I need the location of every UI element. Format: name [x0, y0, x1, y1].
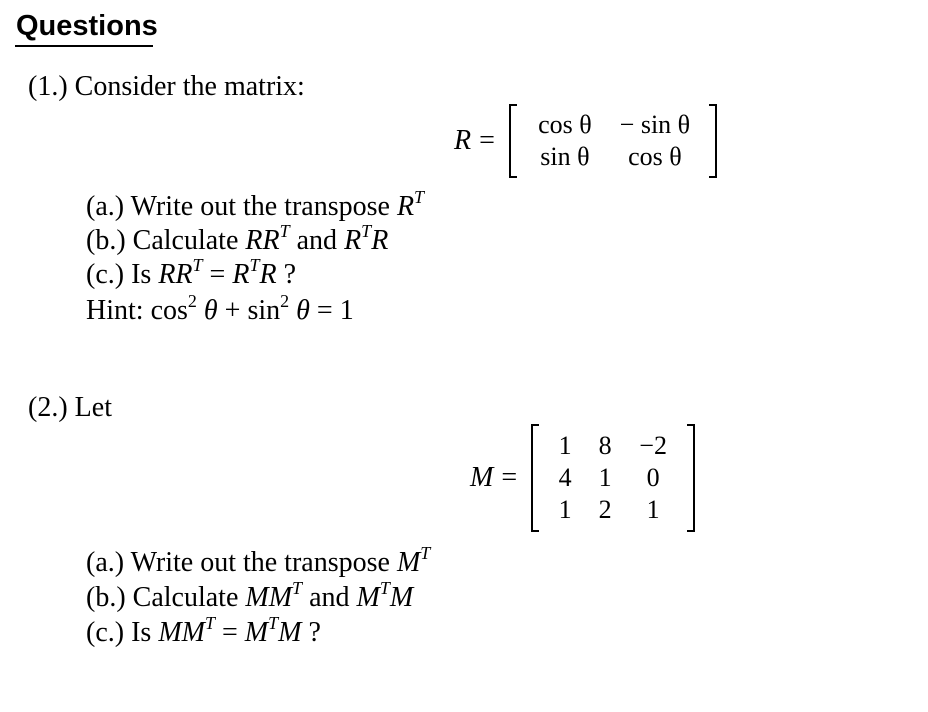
q1-hint-sin: sin — [247, 295, 281, 326]
matrix-m-cell-2-1: 4 — [558, 463, 572, 492]
q2-part-b-text: Calculate — [132, 582, 239, 613]
q1-part-c-rhs-sup: T — [249, 255, 260, 275]
q2-part-c-lhs: MM — [158, 617, 205, 648]
question-1-intro — [28, 70, 305, 104]
q1-part-c-lhs-sup: T — [192, 255, 203, 275]
q1-part-b — [86, 221, 389, 258]
matrix-r-equals: = — [479, 125, 495, 156]
q1-part-c-label: (c.) — [86, 259, 125, 290]
q2-part-c — [86, 613, 321, 650]
q2-part-c-q: ? — [308, 617, 321, 648]
q2-part-b — [86, 578, 414, 615]
q1-part-b-rhs-tail: R — [371, 225, 389, 256]
q2-part-b-lhs: MM — [245, 582, 293, 613]
matrix-m-cell-3-2: 2 — [598, 495, 612, 524]
matrix-m-right-bracket — [687, 424, 695, 532]
q2-part-a-text: Write out the transpose — [130, 547, 390, 578]
q2-part-a-symbol: M — [396, 547, 421, 578]
page-title: Questions — [16, 10, 158, 42]
matrix-r-right-bracket — [709, 104, 717, 178]
matrix-r-cell-2-2: cos θ — [628, 142, 682, 171]
q1-part-b-lhs-sup: T — [279, 221, 290, 241]
question-2-text: Let — [74, 392, 112, 423]
q2-part-c-text: Is — [131, 617, 152, 648]
matrix-r-cell-2-1: sin θ — [540, 142, 590, 171]
matrix-r-left-bracket — [509, 104, 517, 178]
matrix-r-equation — [454, 104, 717, 178]
matrix-m-name: M — [470, 462, 494, 493]
q1-hint-theta-2: θ — [296, 295, 310, 326]
matrix-m-equation — [470, 424, 695, 532]
q1-part-b-and: and — [296, 225, 338, 256]
q2-part-b-rhs-sup: T — [379, 578, 390, 598]
q1-part-c-lhs: RR — [158, 259, 193, 290]
q1-part-a-label: (a.) — [86, 191, 125, 222]
matrix-m-cell-3-1: 1 — [558, 495, 572, 524]
matrix-m-cell-1-1: 1 — [558, 431, 572, 460]
q1-part-a-sup: T — [414, 187, 425, 207]
question-2-number: (2.) — [28, 392, 68, 423]
matrix-m-cell-1-3: −2 — [639, 431, 667, 460]
question-2-intro — [28, 391, 112, 425]
matrix-m-left-bracket — [531, 424, 539, 532]
matrix-m-cell-1-2: 8 — [598, 431, 612, 460]
q1-hint-cos-sq: 2 — [187, 291, 197, 311]
q1-part-a-symbol: R — [396, 191, 415, 222]
matrix-m-cell-2-3: 0 — [646, 463, 660, 492]
q1-hint-theta-1: θ — [203, 295, 218, 326]
q1-hint-rhs: = 1 — [316, 295, 354, 326]
q1-part-c-q: ? — [283, 259, 297, 290]
matrix-r-grid — [517, 109, 709, 173]
q1-part-b-rhs-sup: T — [361, 221, 372, 241]
q2-part-a — [86, 543, 431, 580]
q1-part-b-label: (b.) — [86, 225, 126, 256]
matrix-m-cell-3-3: 1 — [646, 495, 660, 524]
q2-part-a-label: (a.) — [86, 547, 125, 578]
q1-part-a-text: Write out the transpose — [130, 191, 390, 222]
q1-part-c-rhs-tail: R — [259, 259, 277, 290]
q2-part-b-label: (b.) — [86, 582, 126, 613]
matrix-r-cell-1-1: cos θ — [538, 110, 592, 139]
question-1-number: (1.) — [28, 71, 68, 102]
q1-part-a — [86, 187, 425, 224]
q1-hint-cos: cos — [150, 295, 188, 326]
matrix-m-grid — [539, 430, 687, 526]
matrix-r-name: R — [454, 125, 472, 156]
q2-part-c-rhs: M — [244, 617, 269, 648]
q1-part-b-rhs: R — [344, 225, 362, 256]
q1-hint-label: Hint: — [86, 295, 144, 326]
q1-part-b-lhs: RR — [245, 225, 280, 256]
q1-part-c-eq: = — [209, 259, 226, 290]
q2-part-b-rhs: M — [356, 582, 380, 613]
q1-part-c — [86, 255, 297, 292]
q2-part-b-rhs-tail: M — [389, 582, 414, 613]
q2-part-b-lhs-sup: T — [292, 578, 303, 598]
q2-part-b-and: and — [309, 582, 350, 613]
q2-part-c-label: (c.) — [86, 617, 125, 648]
q2-part-c-eq: = — [221, 617, 238, 648]
title-underline — [15, 45, 153, 47]
matrix-m-equals: = — [501, 462, 518, 493]
q1-part-b-text: Calculate — [132, 225, 239, 256]
q2-part-c-rhs-tail: M — [278, 617, 302, 648]
question-1-text: Consider the matrix: — [74, 71, 305, 102]
q1-hint-plus: + — [224, 295, 241, 326]
q1-hint-sin-sq: 2 — [280, 291, 290, 311]
q1-part-c-text: Is — [131, 259, 152, 290]
q2-part-c-rhs-sup: T — [268, 613, 279, 633]
matrix-m-cell-2-2: 1 — [598, 463, 612, 492]
q2-part-c-lhs-sup: T — [204, 613, 215, 633]
q1-hint — [86, 291, 354, 328]
q2-part-a-sup: T — [420, 543, 431, 563]
matrix-r-cell-1-2: − sin θ — [619, 110, 691, 139]
q1-part-c-rhs: R — [232, 259, 250, 290]
